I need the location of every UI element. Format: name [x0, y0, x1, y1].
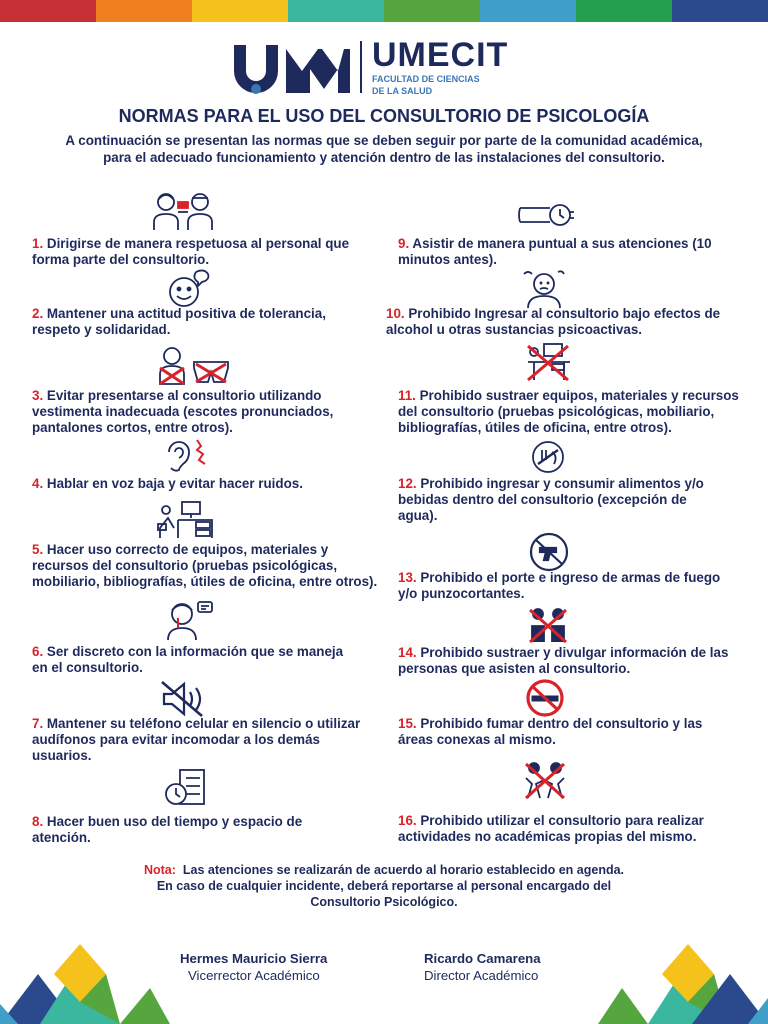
note-line-3: Consultorio Psicológico.	[310, 895, 458, 909]
rule-item	[32, 476, 372, 492]
rule-number: 5.	[32, 542, 44, 557]
rule-text: Hacer uso correcto de equipos, materiales y recursos del consultorio (pruebas psicológicas, mobiliario, bibliografías, útiles de oficina, entre otros).	[32, 542, 378, 589]
brand-subtitle-2: DE LA SALUD	[372, 86, 433, 96]
um-logo-mark	[230, 39, 350, 95]
signature-name: Ricardo Camarena	[424, 951, 541, 966]
rule-number: 13.	[398, 570, 417, 585]
note-line-1	[60, 862, 708, 878]
speaker-mute-icon	[160, 680, 206, 718]
rule-text: Mantener su teléfono celular en silencio o utilizar audífonos para evitar incomodar a los demás usuarios.	[32, 716, 361, 763]
rule-number: 10.	[386, 306, 405, 321]
brand-block	[372, 38, 508, 96]
signature-block	[424, 950, 541, 984]
rule-text: Prohibido sustraer y divulgar información de las personas que asisten al consultorio.	[398, 645, 729, 676]
rule-item	[398, 570, 728, 602]
rule-text: Mantener una actitud positiva de tolerancia, respeto y solidaridad.	[32, 306, 326, 337]
rule-text: Prohibido ingresar y consumir alimentos y/o bebidas dentro del consultorio (excepción de agua).	[398, 476, 704, 523]
rule-number: 3.	[32, 388, 44, 403]
rule-number: 4.	[32, 476, 44, 491]
rule-text: Asistir de manera puntual a sus atenciones (10 minutos antes).	[398, 236, 712, 267]
no-sharing-info-icon	[528, 606, 568, 644]
rule-number: 14.	[398, 645, 417, 660]
intro-text: A continuación se presentan las normas que se deben seguir por parte de la comunidad académica, para el adecuado funcionamiento y atención dentro de las instalaciones del consultorio.	[65, 133, 703, 165]
rule-text: Prohibido el porte e ingreso de armas de fuego y/o punzocortantes.	[398, 570, 721, 601]
rule-item	[386, 306, 758, 338]
no-smoking-icon	[522, 678, 568, 718]
stripe-segment	[0, 0, 96, 22]
rule-number: 2.	[32, 306, 44, 321]
color-stripe	[0, 0, 768, 22]
stripe-segment	[288, 0, 384, 22]
rule-number: 6.	[32, 644, 44, 659]
rule-item	[32, 814, 362, 846]
no-removing-equipment-icon	[524, 342, 572, 382]
rule-item	[32, 644, 352, 676]
logo-divider	[360, 41, 362, 93]
note-label: Nota:	[143, 863, 176, 877]
signature-role: Vicerrector Académico	[188, 968, 320, 983]
note-line-2: En caso de cualquier incidente, deberá reportarse al personal encargado del	[156, 879, 612, 893]
ear-noise-icon	[163, 438, 213, 472]
rule-item	[32, 306, 377, 338]
rule-item	[398, 388, 748, 436]
rule-text: Dirigirse de manera respetuosa al personal que forma parte del consultorio.	[32, 236, 350, 267]
rule-number: 16.	[398, 813, 417, 828]
signature-block	[180, 950, 327, 984]
rule-text: Evitar presentarse al consultorio utilizando vestimenta inadecuada (escotes pronunciados, pantalones cortos, entre otros).	[32, 388, 334, 435]
rule-number: 12.	[398, 476, 417, 491]
note-text-1: Las atenciones se realizarán de acuerdo al horario establecido en agenda.	[182, 863, 625, 877]
stripe-segment	[96, 0, 192, 22]
wristwatch-icon	[518, 200, 578, 230]
rule-number: 1.	[32, 236, 44, 251]
no-inappropriate-clothing-icon	[156, 344, 232, 386]
rule-item	[398, 716, 728, 748]
signature-name: Hermes Mauricio Sierra	[180, 951, 328, 966]
stripe-segment	[192, 0, 288, 22]
decorative-triangles-right	[598, 944, 768, 1024]
no-non-academic-activities-icon	[522, 760, 568, 800]
rule-item	[32, 716, 377, 764]
brand-subtitle-1: FACULTAD DE CIENCIAS	[372, 74, 480, 84]
people-talking-icon	[152, 190, 214, 232]
rule-item	[398, 476, 728, 524]
rule-item	[398, 236, 743, 268]
footer-note	[60, 862, 708, 910]
no-food-icon	[526, 440, 570, 474]
rule-number: 15.	[398, 716, 417, 731]
no-weapons-icon	[526, 532, 572, 572]
person-shush-icon	[166, 600, 214, 640]
smiling-face-icon	[166, 268, 212, 308]
rule-item	[32, 236, 372, 268]
stripe-segment	[480, 0, 576, 22]
signature-role: Director Académico	[424, 968, 539, 983]
page-title: NORMAS PARA EL USO DEL CONSULTORIO DE PSICOLOGÍA	[118, 106, 650, 126]
rule-number: 8.	[32, 814, 44, 829]
rule-number: 11.	[398, 388, 416, 403]
dizzy-person-icon	[520, 268, 568, 308]
decorative-triangles-left	[0, 944, 170, 1024]
rule-item	[32, 542, 382, 590]
rule-text: Prohibido fumar dentro del consultorio y las áreas conexas al mismo.	[398, 716, 703, 747]
rule-item	[398, 645, 738, 677]
stripe-segment	[384, 0, 480, 22]
stripe-segment	[672, 0, 768, 22]
rule-item	[398, 813, 748, 845]
rule-number: 7.	[32, 716, 44, 731]
rule-text: Hablar en voz baja y evitar hacer ruidos.	[46, 476, 303, 491]
university-logo	[230, 38, 508, 96]
rule-text: Prohibido utilizar el consultorio para realizar actividades no académicas propias del mismo.	[398, 813, 704, 844]
rule-text: Prohibido Ingresar al consultorio bajo efectos de alcohol u otras sustancias psicoactivas.	[386, 306, 721, 337]
rule-item	[32, 388, 382, 436]
rule-text: Hacer buen uso del tiempo y espacio de atención.	[32, 814, 303, 845]
clock-checklist-icon	[164, 768, 208, 808]
office-desk-icon	[156, 500, 214, 540]
stripe-segment	[576, 0, 672, 22]
brand-name: UMECIT	[372, 36, 509, 74]
rule-number: 9.	[398, 236, 410, 251]
rule-text: Prohibido sustraer equipos, materiales y recursos del consultorio (pruebas psicológicas, mobiliario, bibliografías, útiles de oficina, entre otros).	[398, 388, 739, 435]
rule-text: Ser discreto con la información que se maneja en el consultorio.	[32, 644, 344, 675]
